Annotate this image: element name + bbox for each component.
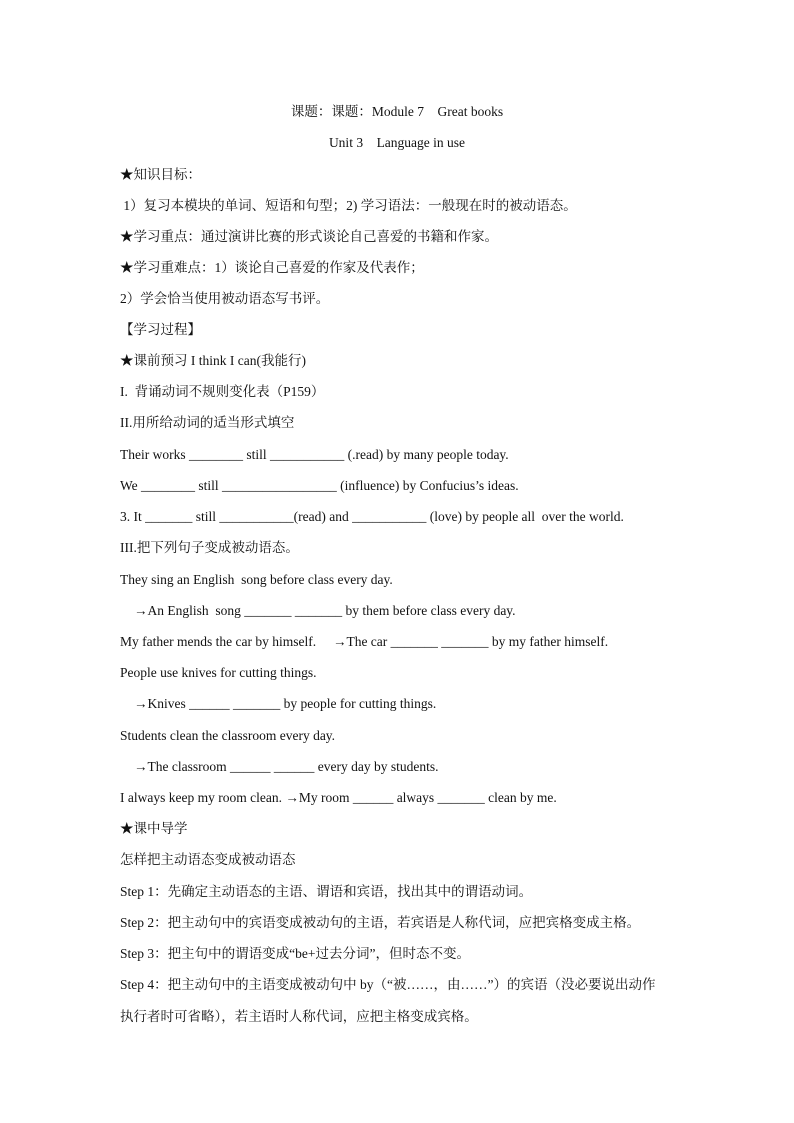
sentence-3: People use knives for cutting things. xyxy=(120,665,317,680)
preview-part1: I. 背诵动词不规则变化表（P159） xyxy=(120,384,325,399)
key-points: ★学习重点：通过演讲比赛的形式谈论自己喜爱的书籍和作家。 xyxy=(120,229,498,244)
step-4-continued: 执行者时可省略），若主语时人称代词，应把主格变成宾格。 xyxy=(120,1009,478,1024)
preview-part2: II.用所给动词的适当形式填空 xyxy=(120,415,295,430)
step-2: Step 2：把主动句中的宾语变成被动句的主语，若宾语是人称代词，应把宾格变成主格。 xyxy=(120,915,641,930)
sentence-1-answer: →An English song _______ _______ by them before class every day. xyxy=(134,603,516,618)
sentence-5: I always keep my room clean. →My room ______ always _______ clean by me. xyxy=(120,790,557,805)
step-3: Step 3：把主句中的谓语变成“be+过去分词”，但时态不变。 xyxy=(120,946,470,961)
sentence-2: My father mends the car by himself. →The car _______ _______ by my father himself. xyxy=(120,634,609,649)
knowledge-objectives-text: 1）复习本模块的单词、短语和句型；2) 学习语法：一般现在时的被动语态。 xyxy=(120,198,577,213)
sentence-4: Students clean the classroom every day. xyxy=(120,728,336,743)
sentence-4-answer: →The classroom ______ ______ every day by students. xyxy=(134,759,439,774)
process-heading: 【学习过程】 xyxy=(120,322,201,337)
step-1: Step 1：先确定主动语态的主语、谓语和宾语，找出其中的谓语动词。 xyxy=(120,884,533,899)
lesson-title: 课题：课题：Module 7 Great books xyxy=(290,104,504,119)
knowledge-objectives-heading: ★知识目标： xyxy=(120,167,201,182)
difficult-points-2: 2）学会恰当使用被动语态写书评。 xyxy=(120,291,330,306)
exercise-q3: 3. It _______ still ___________(read) and ___________ (love) by people all over the world. xyxy=(120,509,624,524)
in-class-heading: ★课中导学 xyxy=(120,821,188,836)
preview-part3: III.把下列句子变成被动语态。 xyxy=(120,540,299,555)
exercise-q2: We ________ still _________________ (influence) by Confucius’s ideas. xyxy=(120,478,519,493)
sentence-3-answer: →Knives ______ _______ by people for cutting things. xyxy=(134,696,437,711)
preview-heading: ★课前预习 I think I can(我能行) xyxy=(120,353,306,368)
step-4: Step 4：把主动句中的主语变成被动句中 by（“被……，由……”）的宾语（没必要说出动作 xyxy=(120,977,656,992)
difficult-points: ★学习重难点：1）谈论自己喜爱的作家及代表作； xyxy=(120,260,424,275)
unit-title: Unit 3 Language in use xyxy=(328,135,466,150)
exercise-q1: Their works ________ still ___________ (.read) by many people today. xyxy=(120,447,509,462)
sentence-1: They sing an English song before class every day. xyxy=(120,572,393,587)
in-class-subheading: 怎样把主动语态变成被动语态 xyxy=(120,852,296,867)
